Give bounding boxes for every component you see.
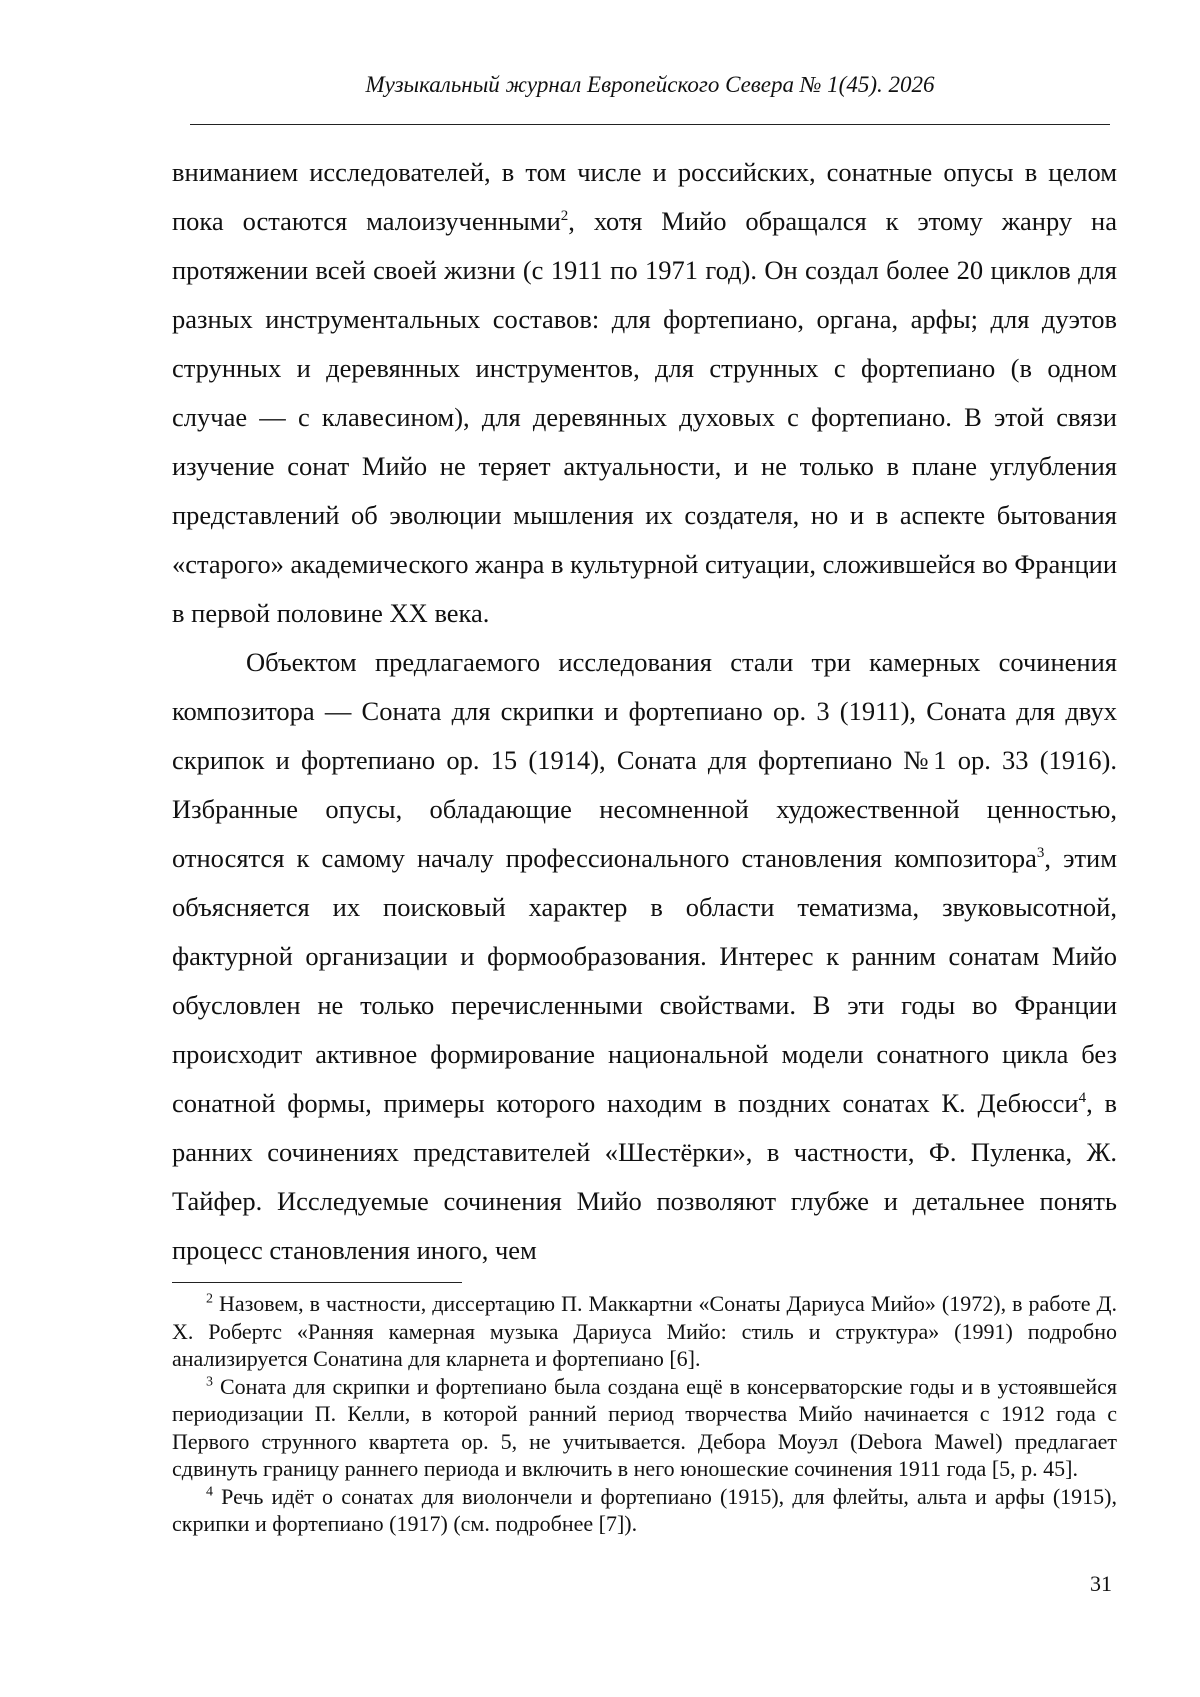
paragraph-2-part-a: Объектом предлагаемого исследования стали три камерных сочинения композитора — Соната для скрипки и фортепиано ор. 3 (1911), Соната для двух скрипок и фортепиано ор. 15 (1914), Соната для фортепиано №1 ор. 33 (1916). Избранные опусы, обладающие несомненной художественной ценностью, относятся к самому началу профессионального становления композитора [172,647,1117,873]
footnote-ref-3[interactable]: 3 [1036,845,1045,862]
footnote-4 [172,1483,1117,1538]
footnote-4-text: Речь идёт о сонатах для виолончели и фортепиано (1915), для флейты, альта и арфы (1915), скрипки и фортепиано (1917) (см. подробнее [7]). [172,1483,1117,1536]
page-number: 31 [1090,1571,1112,1596]
footnote-ref-4[interactable]: 4 [1078,1090,1087,1107]
footnote-3 [172,1373,1117,1483]
footnote-2 [172,1290,1117,1373]
paragraph-2 [172,638,1117,1275]
paragraph-2-part-b: , этим объясняется их поисковый характер в области тематизма, звуковысотной, фактурной организации и формообразования. Интерес к ранним сонатам Мийо обусловлен не только перечисленными свойствами. В эти годы во Франции происходит активное формирование национальной модели сонатного цикла без сонатной формы, примеры которого находим в поздних сонатах К. Дебюсси [172,843,1117,1118]
footnote-4-number: 4 [206,1484,213,1500]
body-text [172,148,1117,1275]
paragraph-2-part-c: , в ранних сочинениях представителей «Шестёрки», в частности, Ф. Пуленка, Ж. Тайфер. Исследуемые сочинения Мийо позволяют глубже и детальнее понять процесс становления иного, чем [172,1088,1117,1265]
footnote-2-number: 2 [206,1291,213,1307]
footnote-3-text: Соната для скрипки и фортепиано была создана ещё в консерваторские годы и в устоявшейся периодизации П. Келли, в которой ранний период творчества Мийо начинается с 1912 года с Первого струнного квартета ор. 5, не учитывается. Дебора Моуэл (Debora Mawel) предлагает сдвинуть границу раннего периода и включить в него юношеские сочинения 1911 года [5, р. 45]. [172,1373,1117,1481]
footnote-ref-2[interactable]: 2 [560,208,569,225]
paragraph-1 [172,148,1117,638]
footnotes [172,1290,1117,1538]
footnote-rule [172,1282,462,1283]
footnote-2-text: Назовем, в частности, диссертацию П. Маккартни «Сонаты Дариуса Мийо» (1972), в работе Д. Х. Робертс «Ранняя камерная музыка Дариуса Мийо: стиль и структура» (1991) подробно анализируется Сонатина для кларнета и фортепиано [6]. [172,1291,1117,1371]
paragraph-1-part-a: вниманием исследователей, в том числе и российских, сонатные опусы в целом пока остаются малоизученными [172,157,1117,236]
header-rule [190,124,1110,125]
footnote-3-number: 3 [206,1374,213,1390]
running-header: Музыкальный журнал Европейского Севера № 1(45). 2026 [365,72,935,97]
paragraph-1-part-b: , хотя Мийо обращался к этому жанру на протяжении всей своей жизни (с 1911 по 1971 год). Он создал более 20 циклов для разных инструментальных составов: для фортепиано, органа, арфы; для дуэтов струнных и деревянных инструментов, для струнных с фортепиано (в одном случае — с клавесином), для деревянных духовых с фортепиано. В этой связи изучение сонат Мийо не теряет актуальности, и не только в плане углубления представлений об эволюции мышления их создателя, но и в аспекте бытования «старого» академического жанра в культурной ситуации, сложившейся во Франции в первой половине XX века. [172,206,1117,628]
